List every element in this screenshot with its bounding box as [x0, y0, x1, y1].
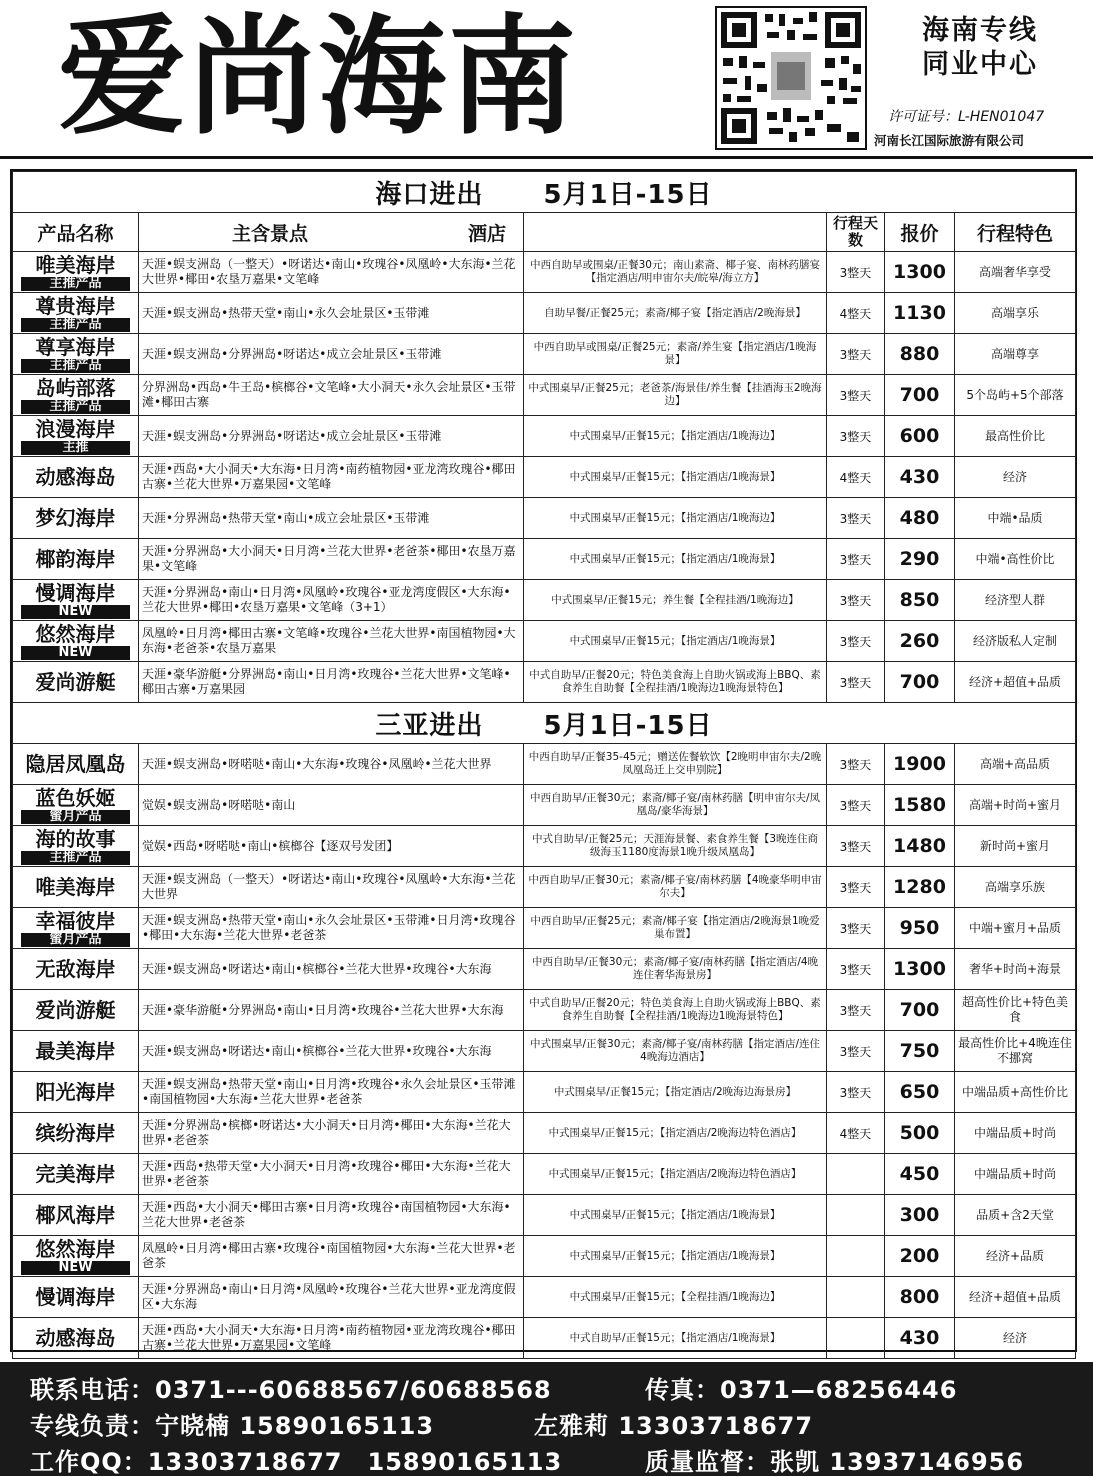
hotel-cell: 中西自助早/正餐30元；素斋/椰子宴/南林药膳【明申宙尔夫/凤凰岛/豪华海景】	[524, 785, 827, 826]
table-row[interactable]	[13, 457, 1076, 498]
product-name-cell	[13, 334, 139, 375]
product-name: 幸福彼岸	[35, 909, 116, 933]
section-header	[13, 703, 1076, 744]
table-row[interactable]	[13, 293, 1076, 334]
col-header-hotel-label: 酒店	[467, 222, 506, 245]
hotel-cell: 中式自助早/正餐15元；【指定酒店/1晚海景】	[524, 1318, 827, 1359]
qq-line: 工作QQ：13303718677 15890165113	[30, 1448, 563, 1476]
product-name: 岛屿部落	[35, 376, 116, 400]
manager-line-2: 左雅莉 13303718677	[534, 1412, 814, 1440]
days-cell	[827, 1154, 885, 1195]
table-row[interactable]	[13, 416, 1076, 457]
price-cell: 450	[885, 1154, 955, 1195]
hotel-cell: 中式围桌早/正餐15元；【指定酒店/1晚海景】	[524, 1236, 827, 1277]
table-row[interactable]	[13, 621, 1076, 662]
product-name: 隐居凤凰岛	[25, 752, 126, 776]
price-cell: 200	[885, 1236, 955, 1277]
spots-cell: 天涯•蜈支洲岛（一整天）•呀诺达•南山•玫瑰谷•凤凰岭•大东海•兰花大世界•椰田•农垦万嘉果•文笔峰	[139, 252, 524, 293]
feature-cell: 中端•高性价比	[955, 539, 1076, 580]
product-name-cell	[13, 1154, 139, 1195]
product-name: 蓝色妖姬	[35, 786, 116, 810]
feature-cell: 高端享乐族	[955, 867, 1076, 908]
product-name: 尊享海岸	[35, 335, 116, 359]
product-name: 慢调海岸	[35, 581, 116, 605]
table-row[interactable]	[13, 1195, 1076, 1236]
spots-cell: 天涯•蜈支洲岛•呀诺达•南山•槟榔谷•兰花大世界•玫瑰谷•大东海	[139, 949, 524, 990]
days-cell: 3整天	[827, 908, 885, 949]
feature-cell: 中端品质+时尚	[955, 1113, 1076, 1154]
price-cell: 750	[885, 1031, 955, 1072]
product-name: 悠然海岸	[35, 1237, 116, 1261]
days-cell	[827, 1277, 885, 1318]
product-name-cell	[13, 867, 139, 908]
price-cell: 1300	[885, 252, 955, 293]
price-cell: 1300	[885, 949, 955, 990]
hotel-cell: 中式围桌早/正餐15元；【指定酒店/1晚海边】	[524, 416, 827, 457]
feature-cell: 经济+超值+品质	[955, 662, 1076, 703]
days-cell: 3整天	[827, 416, 885, 457]
table-row[interactable]	[13, 826, 1076, 867]
feature-cell: 经济+超值+品质	[955, 1277, 1076, 1318]
table-row[interactable]	[13, 990, 1076, 1031]
col-header-spots	[139, 213, 524, 252]
product-name: 尊贵海岸	[35, 294, 116, 318]
spots-cell: 天涯•蜈支洲岛•分界洲岛•呀诺达•成立会址景区•玉带滩	[139, 334, 524, 375]
col-header-price: 报价	[885, 213, 955, 252]
product-name: 椰风海岸	[35, 1203, 116, 1227]
col-header-days: 行程天数	[827, 213, 885, 252]
product-name: 海的故事	[35, 827, 116, 851]
table-row[interactable]	[13, 1031, 1076, 1072]
product-tag-badge: 主推产品	[21, 277, 130, 291]
spots-cell: 天涯•豪华游艇•分界洲岛•南山•日月湾•玫瑰谷•兰花大世界•大东海	[139, 990, 524, 1031]
price-cell: 1580	[885, 785, 955, 826]
feature-cell: 高端+高品质	[955, 744, 1076, 785]
product-name: 阳光海岸	[35, 1080, 116, 1104]
product-name: 最美海岸	[35, 1039, 116, 1063]
days-cell	[827, 1195, 885, 1236]
product-name-cell	[13, 252, 139, 293]
product-name-cell	[13, 744, 139, 785]
product-table-body	[13, 172, 1076, 1359]
days-cell: 3整天	[827, 539, 885, 580]
price-cell: 700	[885, 990, 955, 1031]
product-name: 完美海岸	[35, 1162, 116, 1186]
table-row[interactable]	[13, 1113, 1076, 1154]
product-name-cell	[13, 621, 139, 662]
price-cell: 1280	[885, 867, 955, 908]
product-name: 缤纷海岸	[35, 1121, 116, 1145]
table-row[interactable]	[13, 498, 1076, 539]
product-name-cell	[13, 1195, 139, 1236]
price-cell: 430	[885, 1318, 955, 1359]
price-cell: 480	[885, 498, 955, 539]
section-title-cell	[13, 172, 1076, 213]
spots-cell: 天涯•分界洲岛•大小洞天•日月湾•兰花大世界•老爸茶•椰田•农垦万嘉果•文笔峰	[139, 539, 524, 580]
table-row[interactable]	[13, 785, 1076, 826]
section-title: 海口进出	[375, 179, 484, 210]
feature-cell: 品质+含2天堂	[955, 1195, 1076, 1236]
table-row[interactable]	[13, 744, 1076, 785]
days-cell: 3整天	[827, 826, 885, 867]
price-cell: 880	[885, 334, 955, 375]
product-tag-badge: 蜜月产品	[21, 933, 130, 947]
product-name: 悠然海岸	[35, 622, 116, 646]
feature-cell: 高端尊享	[955, 334, 1076, 375]
section-date: 5月1日-15日	[543, 710, 713, 741]
feature-cell: 中端•品质	[955, 498, 1076, 539]
hotel-cell: 中式围桌早/正餐15元；【全程挂酒/1晚海边】	[524, 1277, 827, 1318]
phone-line: 联系电话：0371---60688567/60688568	[30, 1376, 552, 1404]
product-name: 唯美海岸	[35, 875, 116, 899]
days-cell: 3整天	[827, 375, 885, 416]
price-cell: 1900	[885, 744, 955, 785]
days-cell	[827, 1318, 885, 1359]
product-name-cell	[13, 375, 139, 416]
feature-cell: 经济+品质	[955, 1236, 1076, 1277]
company-name: 河南长江国际旅游有限公司	[874, 133, 1025, 148]
hotel-cell: 中西自助早/正餐25元；素斋/椰子宴【指定酒店/2晚海景1晚爱巢布置】	[524, 908, 827, 949]
permit-number: 许可证号：L-HEN01047	[888, 109, 1045, 125]
product-name-cell	[13, 1113, 139, 1154]
feature-cell: 中端品质+高性价比	[955, 1072, 1076, 1113]
hotel-cell: 中式自助早/正餐25元；天涯海景餐、素食养生餐【3晚连住商级海玉1180度海景1晚升级凤凰岛】	[524, 826, 827, 867]
product-name: 浪漫海岸	[35, 417, 116, 441]
product-table	[12, 171, 1076, 1359]
days-cell: 3整天	[827, 1031, 885, 1072]
price-cell: 800	[885, 1277, 955, 1318]
days-cell: 3整天	[827, 252, 885, 293]
spots-cell: 天涯•蜈支洲岛•热带天堂•南山•永久会址景区•玉带滩•日月湾•玫瑰谷•椰田•大东海•兰花大世界•老爸茶	[139, 908, 524, 949]
section-header	[13, 172, 1076, 213]
product-name-cell	[13, 1031, 139, 1072]
hotel-cell: 中式围桌早/正餐30元；素斋/椰子宴/南林药膳【指定酒店/连住4晚海边酒店】	[524, 1031, 827, 1072]
hotel-cell: 中西自助早或围桌/正餐25元；素斋/养生宴【指定酒店/1晚海景】	[524, 334, 827, 375]
subtitle-line1: 海南专线	[922, 15, 1038, 46]
product-name-cell	[13, 990, 139, 1031]
product-name-cell	[13, 908, 139, 949]
spots-cell: 天涯•西岛•大小洞天•大东海•日月湾•南药植物园•亚龙湾玫瑰谷•椰田古寨•兰花大世界•万嘉果园•文笔峰	[139, 457, 524, 498]
table-row[interactable]	[13, 949, 1076, 990]
spots-cell: 天涯•蜈支洲岛•呀喏哒•南山•大东海•玫瑰谷•凤凰岭•兰花大世界	[139, 744, 524, 785]
days-cell: 3整天	[827, 785, 885, 826]
days-cell: 3整天	[827, 621, 885, 662]
product-name: 爱尚游艇	[35, 670, 116, 694]
product-tag-badge: 主推产品	[21, 359, 130, 373]
product-tag-badge: NEW	[21, 646, 130, 660]
feature-cell: 高端奢华享受	[955, 252, 1076, 293]
col-header-name: 产品名称	[13, 213, 139, 252]
logo-title: 爱尚海南	[58, 3, 579, 152]
hotel-cell: 中式围桌早/正餐15元；【指定酒店/1晚海景】	[524, 621, 827, 662]
price-cell: 1130	[885, 293, 955, 334]
table-row[interactable]	[13, 252, 1076, 293]
days-cell: 4整天	[827, 1113, 885, 1154]
spots-cell: 天涯•西岛•大小洞天•大东海•日月湾•南药植物园•亚龙湾玫瑰谷•椰田古寨•兰花大世界•万嘉果园•文笔峰	[139, 1318, 524, 1359]
subtitle-line2: 同业中心	[922, 49, 1038, 80]
table-row[interactable]	[13, 1072, 1076, 1113]
manager-line: 专线负责：宁晓楠 15890165113	[30, 1412, 435, 1440]
hotel-cell: 中式围桌早/正餐15元；【指定酒店/2晚海边特色酒店】	[524, 1154, 827, 1195]
product-name-cell	[13, 457, 139, 498]
price-cell: 700	[885, 375, 955, 416]
table-row[interactable]	[13, 662, 1076, 703]
header	[0, 0, 1093, 159]
product-name-cell	[13, 293, 139, 334]
product-tag-badge: 主推产品	[21, 318, 130, 332]
product-name-cell	[13, 826, 139, 867]
feature-cell: 高端+时尚+蜜月	[955, 785, 1076, 826]
feature-cell: 经济型人群	[955, 580, 1076, 621]
spots-cell: 天涯•蜈支洲岛•热带天堂•南山•永久会址景区•玉带滩	[139, 293, 524, 334]
product-tag-badge: 主推	[21, 441, 130, 455]
hotel-cell: 自助早餐/正餐25元；素斋/椰子宴【指定酒店/2晚海景】	[524, 293, 827, 334]
feature-cell: 最高性价比	[955, 416, 1076, 457]
feature-cell: 经济	[955, 457, 1076, 498]
feature-cell: 超高性价比+特色美食	[955, 990, 1076, 1031]
product-tag-badge: NEW	[21, 605, 130, 619]
product-tag-badge: NEW	[21, 1261, 130, 1275]
product-name: 爱尚游艇	[35, 998, 116, 1022]
product-name-cell	[13, 498, 139, 539]
price-cell: 290	[885, 539, 955, 580]
section-title-cell	[13, 703, 1076, 744]
table-row[interactable]	[13, 867, 1076, 908]
spots-cell: 天涯•分界洲岛•南山•日月湾•凤凰岭•玫瑰谷•亚龙湾度假区•大东海•兰花大世界•椰田•农垦万嘉果•文笔峰（3+1）	[139, 580, 524, 621]
contact-footer	[0, 1362, 1093, 1476]
hotel-cell: 中式围桌早/正餐15元；【指定酒店/2晚海边特色酒店】	[524, 1113, 827, 1154]
hotel-cell: 中西自助早/正餐30元；素斋/椰子宴/南林药膳【4晚豪华明申宙尔夫】	[524, 867, 827, 908]
col-header-spots-label: 主含景点	[232, 222, 309, 245]
table-row[interactable]	[13, 580, 1076, 621]
feature-cell: 经济版私人定制	[955, 621, 1076, 662]
spots-cell: 天涯•蜈支洲岛•分界洲岛•呀诺达•成立会址景区•玉带滩	[139, 416, 524, 457]
spots-cell: 天涯•蜈支洲岛•呀诺达•南山•槟榔谷•兰花大世界•玫瑰谷•大东海	[139, 1031, 524, 1072]
product-name-cell	[13, 1277, 139, 1318]
days-cell	[827, 1236, 885, 1277]
product-name-cell	[13, 416, 139, 457]
product-name-cell	[13, 949, 139, 990]
days-cell: 3整天	[827, 867, 885, 908]
product-name-cell	[13, 785, 139, 826]
feature-cell: 最高性价比+4晚连住不挪窝	[955, 1031, 1076, 1072]
price-cell: 600	[885, 416, 955, 457]
hotel-cell: 中式围桌早/正餐25元；老爸茶/海景佳/养生餐【挂酒海玉2晚海边】	[524, 375, 827, 416]
product-name: 动感海岛	[35, 1326, 116, 1350]
table-row[interactable]	[13, 1154, 1076, 1195]
product-name-cell	[13, 662, 139, 703]
spots-cell: 天涯•蜈支洲岛•热带天堂•南山•日月湾•玫瑰谷•永久会址景区•玉带滩•南国植物园•大东海•兰花大世界•老爸茶	[139, 1072, 524, 1113]
hotel-cell: 中西自助早或围桌/正餐30元；南山素斋、椰子宴、南林药膳宴【指定酒店/明申宙尔夫/皖皋/海立方】	[524, 252, 827, 293]
days-cell: 3整天	[827, 949, 885, 990]
section-date: 5月1日-15日	[543, 179, 713, 210]
price-cell: 950	[885, 908, 955, 949]
product-tag-badge: 主推产品	[21, 851, 130, 865]
product-name-cell	[13, 580, 139, 621]
price-cell: 430	[885, 457, 955, 498]
table-row[interactable]	[13, 1277, 1076, 1318]
product-name: 梦幻海岸	[35, 506, 116, 530]
price-cell: 500	[885, 1113, 955, 1154]
product-table-frame	[10, 169, 1077, 1352]
price-cell: 700	[885, 662, 955, 703]
days-cell: 3整天	[827, 744, 885, 785]
days-cell: 3整天	[827, 1072, 885, 1113]
table-row[interactable]	[13, 908, 1076, 949]
hotel-cell: 中式自助早/正餐20元；特色美食海上自助火锅或海上BBQ、素食养生自助餐【全程挂酒/1晚海边1晚海景特色】	[524, 990, 827, 1031]
days-cell: 4整天	[827, 457, 885, 498]
product-tag-badge: 蜜月产品	[21, 810, 130, 824]
table-row[interactable]	[13, 1236, 1076, 1277]
qr-code-icon	[715, 6, 867, 150]
product-name: 动感海岛	[35, 465, 116, 489]
hotel-cell: 中式自助早/正餐20元；特色美食海上自助火锅或海上BBQ、素食养生自助餐【全程挂酒/1晚海边1晚海景特色】	[524, 662, 827, 703]
feature-cell: 经济	[955, 1318, 1076, 1359]
hotel-cell: 中式围桌早/正餐15元；【指定酒店/1晚海边】	[524, 498, 827, 539]
col-header-hotel-blank	[524, 213, 827, 252]
days-cell: 3整天	[827, 334, 885, 375]
product-name-cell	[13, 1236, 139, 1277]
fax-line: 传真：0371—68256446	[645, 1376, 958, 1404]
feature-cell: 奢华+时尚+海景	[955, 949, 1076, 990]
table-row[interactable]	[13, 1318, 1076, 1359]
product-name-cell	[13, 1318, 139, 1359]
hotel-cell: 中式围桌早/正餐15元；【指定酒店/1晚海景】	[524, 457, 827, 498]
product-name-cell	[13, 1072, 139, 1113]
spots-cell: 天涯•分界洲岛•南山•日月湾•凤凰岭•玫瑰谷•兰花大世界•亚龙湾度假区•大东海	[139, 1277, 524, 1318]
spots-cell: 分界洲岛•西岛•牛王岛•槟榔谷•文笔峰•大小洞天•永久会址景区•玉带滩•椰田古寨	[139, 375, 524, 416]
product-name: 椰韵海岸	[35, 547, 116, 571]
spots-cell: 天涯•分界洲岛•热带天堂•南山•成立会址景区•玉带滩	[139, 498, 524, 539]
section-title: 三亚进出	[375, 710, 484, 741]
price-cell: 650	[885, 1072, 955, 1113]
hotel-cell: 中西自助早/正餐35-45元；赠送佐餐软饮【2晚明申宙尔夫/2晚凤凰岛迁上交申别院】	[524, 744, 827, 785]
column-header-row	[13, 213, 1076, 252]
days-cell: 4整天	[827, 293, 885, 334]
price-cell: 1480	[885, 826, 955, 867]
spots-cell: 觉娱•西岛•呀喏哒•南山•槟榔谷【逐双号发团】	[139, 826, 524, 867]
table-row[interactable]	[13, 539, 1076, 580]
hotel-cell: 中西自助早/正餐30元；素斋/椰子宴/南林药膳【指定酒店/4晚连住奢华海景房】	[524, 949, 827, 990]
product-name: 慢调海岸	[35, 1285, 116, 1309]
days-cell: 3整天	[827, 580, 885, 621]
supervisor-line: 质量监督：张凯 13937146956	[645, 1448, 1025, 1476]
spots-cell: 凤凰岭•日月湾•椰田古寨•玫瑰谷•南国植物园•大东海•兰花大世界•老爸茶	[139, 1236, 524, 1277]
hotel-cell: 中式围桌早/正餐15元；【指定酒店/1晚海景】	[524, 1195, 827, 1236]
price-cell: 260	[885, 621, 955, 662]
days-cell: 3整天	[827, 498, 885, 539]
spots-cell: 觉娱•蜈支洲岛•呀喏哒•南山	[139, 785, 524, 826]
spots-cell: 天涯•西岛•大小洞天•椰田古寨•日月湾•玫瑰谷•南国植物园•大东海•兰花大世界•老爸茶	[139, 1195, 524, 1236]
price-cell: 850	[885, 580, 955, 621]
hotel-cell: 中式围桌早/正餐15元；【指定酒店/1晚海景】	[524, 539, 827, 580]
price-cell: 300	[885, 1195, 955, 1236]
table-row[interactable]	[13, 375, 1076, 416]
spots-cell: 凤凰岭•日月湾•椰田古寨•文笔峰•玫瑰谷•兰花大世界•南国植物园•大东海•老爸茶•农垦万嘉果	[139, 621, 524, 662]
feature-cell: 中端品质+时尚	[955, 1154, 1076, 1195]
spots-cell: 天涯•分界洲岛•槟榔•呀诺达•大小洞天•日月湾•椰田•大东海•兰花大世界•老爸茶	[139, 1113, 524, 1154]
product-name-cell	[13, 539, 139, 580]
col-header-feature: 行程特色	[955, 213, 1076, 252]
product-name: 无敌海岸	[35, 957, 116, 981]
feature-cell: 中端+蜜月+品质	[955, 908, 1076, 949]
days-cell: 3整天	[827, 990, 885, 1031]
spots-cell: 天涯•蜈支洲岛（一整天）•呀诺达•南山•玫瑰谷•凤凰岭•大东海•兰花大世界	[139, 867, 524, 908]
table-row[interactable]	[13, 334, 1076, 375]
hotel-cell: 中式围桌早/正餐15元；【指定酒店/2晚海边海景房】	[524, 1072, 827, 1113]
feature-cell: 高端享乐	[955, 293, 1076, 334]
days-cell: 3整天	[827, 662, 885, 703]
hotel-cell: 中式围桌早/正餐15元；养生餐【全程挂酒/1晚海边】	[524, 580, 827, 621]
spots-cell: 天涯•西岛•热带天堂•大小洞天•日月湾•玫瑰谷•椰田•大东海•兰花大世界•老爸茶	[139, 1154, 524, 1195]
feature-cell: 5个岛屿+5个部落	[955, 375, 1076, 416]
header-subtitle	[875, 14, 1085, 82]
spots-cell: 天涯•豪华游艇•分界洲岛•南山•日月湾•玫瑰谷•兰花大世界•文笔峰•椰田古寨•万嘉果园	[139, 662, 524, 703]
feature-cell: 新时尚+蜜月	[955, 826, 1076, 867]
product-name: 唯美海岸	[35, 253, 116, 277]
product-tag-badge: 主推产品	[21, 400, 130, 414]
